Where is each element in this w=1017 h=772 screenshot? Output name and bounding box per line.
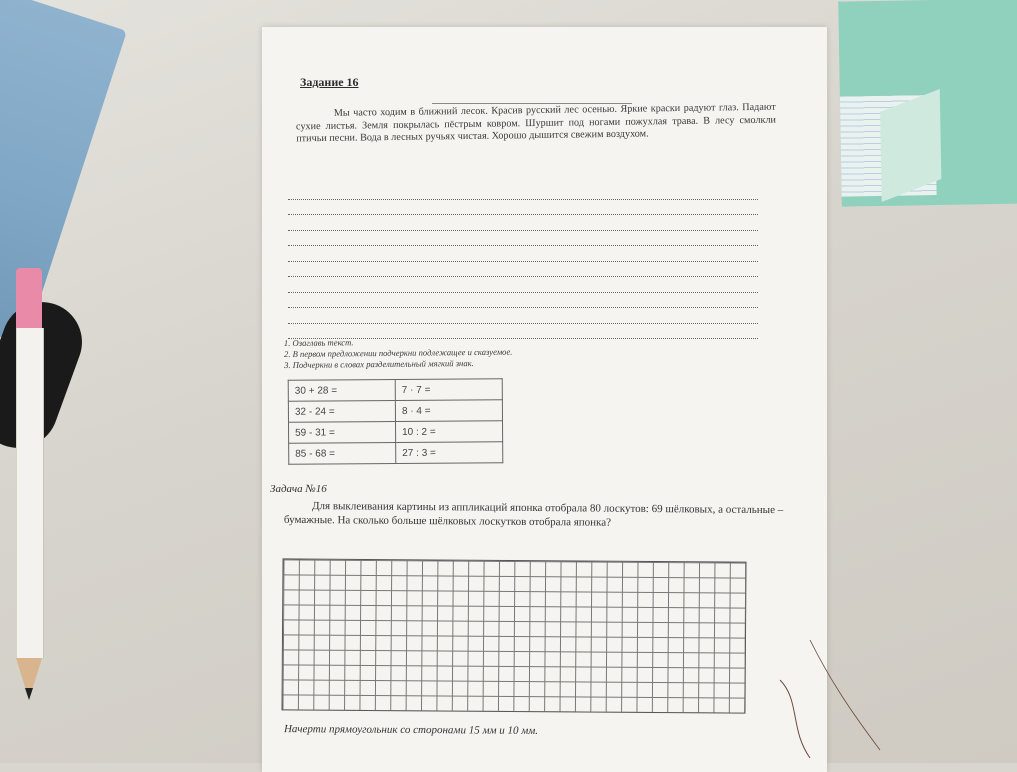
writing-line: [288, 277, 758, 293]
task-item: 3. Подчеркни в словах разделительный мягкий знак.: [284, 358, 474, 370]
writing-line: [288, 184, 758, 200]
pencil-body: [16, 328, 44, 658]
math-cell: 30 + 28 =: [288, 380, 395, 402]
writing-line: [288, 293, 758, 309]
table-row: [289, 442, 503, 464]
math-cell: 85 - 68 =: [289, 442, 396, 464]
math-cell: 59 - 31 =: [289, 422, 396, 444]
table-row: [288, 400, 502, 422]
table-row: [289, 421, 503, 443]
pencil: [16, 268, 42, 698]
math-cell: 32 - 24 =: [288, 401, 395, 423]
problem-text: Для выклеивания картины из аппликаций японка отобрала 80 лоскутов: 69 шёлковых, а остальные – бумажные. На сколько больше шёлковых лоскутков отобрала японка?: [283, 500, 784, 529]
writing-lines: [288, 184, 758, 339]
math-table: [288, 378, 504, 464]
math-cell: 8 · 4 =: [395, 400, 502, 422]
task-list: [284, 334, 664, 371]
math-cell: 7 · 7 =: [395, 379, 502, 401]
stray-hair: [770, 640, 890, 760]
task-item: 1. Озаглавь текст.: [283, 337, 354, 348]
math-cell: 27 : 3 =: [396, 442, 503, 464]
pencil-eraser: [16, 268, 42, 328]
writing-line: [288, 308, 758, 324]
table-row: [288, 379, 502, 401]
pencil-lead: [25, 688, 33, 700]
worksheet-title: Задание 16: [300, 75, 359, 89]
writing-line: [288, 215, 758, 231]
writing-line: [288, 200, 758, 216]
math-cell: 10 : 2 =: [396, 421, 503, 443]
worksheet-paper: [262, 27, 827, 772]
problem-title: Задача №16: [270, 483, 327, 495]
green-card: [838, 0, 1017, 207]
writing-line: [288, 231, 758, 247]
writing-line: [288, 262, 758, 278]
answer-grid: [281, 558, 746, 713]
writing-line: [288, 246, 758, 262]
final-task: Начерти прямоугольник со сторонами 15 мм и 10 мм.: [283, 723, 539, 737]
task-item: 2. В первом предложении подчеркни подлежащее и сказуемое.: [283, 346, 513, 359]
reading-passage: Мы часто ходим в ближний лесок. Красив русский лес осенью. Яркие краски радуют глаз. Падают сухие листья. Земля покрылась пёстрым ковром. Шуршит под ногами пожухлая трава. В лесу смолкли птичьи песни. Вода в лесных ручьях чистая. Хорошо дышится свежим воздухом.: [295, 101, 777, 145]
